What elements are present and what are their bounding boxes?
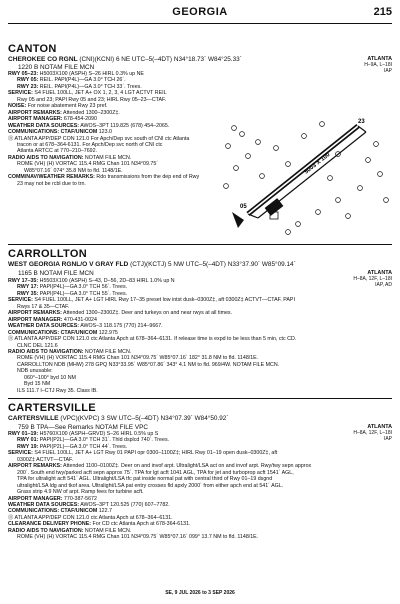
detail-label: WEATHER DATA SOURCES: <box>8 323 80 330</box>
detail-line <box>8 388 296 394</box>
detail-text: W85°07.16´ 074° 35.8 NM to fld. 1148/1E. <box>24 167 123 174</box>
state-title: GEORGIA <box>172 6 228 18</box>
detail-text: Atlanta ARTCC at 770–210–7692. <box>17 148 98 155</box>
center-name: ATLANTA <box>367 270 392 276</box>
detail-text: AWOS–3 118.175 (770) 214–9667. <box>79 323 163 330</box>
page-number: 215 <box>373 6 392 18</box>
detail-label: AIRPORT MANAGER: <box>8 116 63 123</box>
detail-text: REIL. PAPI(P4L)—GA 3.0° TCH 26´. <box>38 77 126 84</box>
detail-text: H5503X100 (ASPH) S–43, D–56, 2D–83 HIRL 1.0% up N <box>38 278 175 284</box>
detail-text: S4 FUEL 100LL, JET A+ LGT HIRL Rwy 17–35 preset low intst dusk–0300Z‡, aft 0300Z‡ ACTVT—CTAF. PAPI <box>32 297 295 304</box>
procedure-types: IAP <box>383 68 392 74</box>
detail-text: 678-454-2090 <box>62 116 97 123</box>
detail-label: COMMUNICATIONS: CTAF/UNICOM <box>8 329 98 336</box>
detail-label: AIRPORT MANAGER: <box>8 316 63 323</box>
detail-text: Byd 15 NM <box>24 381 51 388</box>
chart-codes: H–8A, 12F, L–18I <box>353 430 392 436</box>
detail-label: RWY 23: <box>17 83 39 90</box>
detail-text: Attended 1100–0100Z‡. Deer on and invof arpt. Ultralight/LSA act on and invof arpt. Rwy/twy sepn approx <box>61 463 312 470</box>
detail-text: Rdo transmissions from the dep end of Rwy <box>94 174 200 181</box>
runway-end-23: 23 <box>358 119 365 125</box>
detail-text: 770-387-5672 <box>62 495 97 502</box>
detail-text: CARROLLTON NDB (MHW) 278 GPQ N33°33.95´ W85°07.86´ 343° 4.1 NM to fld. 969/4W. NOTAM FILE MCN. <box>17 361 280 368</box>
detail-text: PAPI(P2L)—GA 3.0° TCH 44´. Trees. <box>38 443 128 450</box>
detail-text: ultralight/LSA ldg and tkof area. Ultralight/LSA pat entry crosses fld apxly 2000´ from either apch end at 541´ AGL. <box>17 482 284 489</box>
detail-label: RWY 17: <box>17 284 39 291</box>
chart-refs-cartersville <box>353 424 392 442</box>
detail-label: RWY 05: <box>17 77 39 84</box>
detail-label: RWY 35: <box>17 290 39 297</box>
detail-label: RADIO AIDS TO NAVIGATION: <box>8 154 84 161</box>
city-cartersville: CARTERSVILLE <box>8 402 96 414</box>
detail-text: 23 may not be rcbl due to trn. <box>17 180 86 187</box>
airport-title-cartersville <box>8 415 392 422</box>
runway-end-05: 05 <box>240 204 247 210</box>
detail-text: Rwy 05 and 23; PAPI Rwy 05 and 23; HIRL Rwy 05–23—CTAF. <box>17 96 167 103</box>
canton-details <box>8 71 199 187</box>
detail-text: NOTAM FILE MCN. <box>83 527 132 534</box>
detail-text: NOTAM FILE MCN. <box>83 154 132 161</box>
airport-diagram-canton <box>218 116 394 240</box>
chart-codes: H–9A, L–18I <box>364 62 392 68</box>
detail-text: 470-431-0024 <box>62 316 97 323</box>
detail-text: ROME (VH) (H) VORTAC 115.4 RMG Chan 101 N34°09.75´ W85°07.16´ 182° 31.8 NM to fld. 1148/1E. <box>17 355 259 362</box>
detail-text: For CD ctc Atlanta Apch at 678-364-6131. <box>91 521 191 528</box>
cartersville-details <box>8 431 311 541</box>
detail-text: Grass strip 4.9 NW of arpt. Ramp fees for turbine acft. <box>17 489 144 496</box>
procedure-types: IAP <box>383 436 392 442</box>
page-footer: SE, 9 JUL 2026 to 3 SEP 2026 <box>165 590 235 596</box>
detail-label: SERVICE: <box>8 297 33 304</box>
detail-text: ROME (VH) (H) VORTAC 115.4 RMG Chan 101 N34°09.75´ W85°07.16´ 099° 13.7 NM to fld. 1148/1E. <box>17 534 259 541</box>
detail-text: 200´. South end twy/parked acft sepn approx 75´. TPA for lgt acft 1041 AGL, TPA for jet and turboprop acft 1541´ AGL, <box>17 469 294 476</box>
detail-label: RADIO AIDS TO NAVIGATION: <box>8 527 84 534</box>
detail-label: SERVICE: <box>8 90 33 97</box>
detail-text: Ⓡ ATLANTA APP/DEP CON 121.0 For Apch/Dep svc south of CNI ctc Atlanta <box>8 135 190 142</box>
detail-text: Rwys 17 & 35—CTAF. <box>17 303 70 310</box>
detail-label: CLEARANCE DELIVERY PHONE: <box>8 521 91 528</box>
detail-text: Attended 1300–2300Z‡. Deer and turkeys on and near rwys at all times. <box>61 310 233 317</box>
center-name: ATLANTA <box>367 424 392 430</box>
detail-text: NDB unusable: <box>17 368 53 375</box>
carrollton-details <box>8 278 296 394</box>
detail-text: tracon or at 678–364-6131. For Apch/Dep svc north of CNI ctc <box>17 141 163 148</box>
runway-dimension-label: 5003 X 100 <box>303 151 332 176</box>
detail-label: AIRPORT MANAGER: <box>8 495 63 502</box>
detail-label: AIRPORT REMARKS: <box>8 310 62 317</box>
detail-text: REIL. PAPI(P4L)—GA 3.0° TCH 33´. Trees. <box>38 83 142 90</box>
detail-text: 123.0 <box>97 129 112 136</box>
detail-text: ILS 111.7 I–CTJ Rwy 35. Class IB. <box>17 387 98 394</box>
tree-markers <box>224 122 389 235</box>
detail-text: H5760X100 (ASPH–GRVD) S–26 HIRL 0.5% up S <box>38 431 159 437</box>
detail-text: H5003X100 (ASPH) S–26 HIRL 0.3% up NE <box>38 71 144 77</box>
chart-codes: H–8A, 12F, L–18I <box>353 276 392 282</box>
airport-name: CARTERSVILLE <box>8 415 59 422</box>
detail-text: 060°–100° byd 10 NM <box>24 374 76 381</box>
detail-text: AWOS–3PT 120.525 (770) 607–7782. <box>79 501 170 508</box>
detail-text: CLNC DEL 121.6 <box>17 342 58 349</box>
detail-label: AIRPORT REMARKS: <box>8 463 62 470</box>
page-header <box>8 6 392 22</box>
detail-text: PAPI(P4L)—GA 3.0° TCH 55´. Trees. <box>38 290 128 297</box>
city-canton: CANTON <box>8 43 57 55</box>
detail-label: COMMUNICATIONS: CTAF/UNICOM <box>8 508 98 515</box>
detail-text: ROME (VH) (H) VORTAC 115.4 RMG Chan 101 N34°09.75´ <box>17 161 159 168</box>
detail-label: NOISE: <box>8 103 27 110</box>
detail-line <box>8 534 311 540</box>
detail-label: WEATHER DATA SOURCES: <box>8 501 80 508</box>
detail-text: 122.7 <box>97 508 112 515</box>
detail-text: For noise abatement Rwy 23 pref. <box>26 103 108 110</box>
airport-title-rest: (CTJ)(KCTJ) 5 NW UTC–5(–4DT) N33°37.90´ W85°09.14´ <box>128 261 296 268</box>
detail-line <box>8 181 199 187</box>
detail-text: Ⓡ ATLANTA APP/DEP CON 121.0 ctc Atlanta Apch at 678–364–6131. If release time is expd to be less than 5 min, ctc CD. <box>8 336 297 343</box>
detail-text: S4 FUEL 100LL, JET A+ LGT Rwy 01 PAPI opr 0300–1100Z‡; HIRL Rwy 01–19 open dusk–0300Z‡, aft <box>32 450 278 457</box>
airport-name: CHEROKEE CO RGNL <box>8 56 78 63</box>
airport-name: WEST GEORGIA RGNL/O V GRAY FLD <box>8 261 129 268</box>
section-rule-1 <box>8 244 392 245</box>
detail-label: RWY 17–35: <box>8 278 39 284</box>
detail-text: NOTAM FILE MCN. <box>83 348 132 355</box>
detail-label: RWY 05–23: <box>8 71 39 77</box>
detail-text: 122.975 <box>97 329 118 336</box>
runway-graphic <box>232 126 366 228</box>
airport-title-canton <box>8 56 392 63</box>
detail-text: Attended 1300–2300Z‡. <box>61 109 120 116</box>
detail-text: Ⓡ ATLANTA APP/DEP CON 121.0 ctc Atlanta Apch at 678–364–6131. <box>8 514 173 521</box>
airport-title-carrollton <box>8 261 392 268</box>
header-rule <box>8 23 392 24</box>
chart-refs-canton <box>364 56 392 74</box>
airport-title-rest: (VPC)(KVPC) 3 SW UTC–5(–4DT) N34°07.39´ W84°50.92´ <box>58 415 229 422</box>
detail-text: AWOS–3PT 119.825 (678) 454–2065. <box>79 122 170 129</box>
detail-label: WEATHER DATA SOURCES: <box>8 122 80 129</box>
detail-label: RADIO AIDS TO NAVIGATION: <box>8 348 84 355</box>
airport-line2-carrollton: 1165 B NOTAM FILE MCN <box>18 270 94 277</box>
airport-line2-canton: 1220 B NOTAM FILE MCN <box>18 64 95 71</box>
detail-text: 0300Z‡ ACTVT—CTAF. <box>17 456 74 463</box>
detail-label: RWY 01–19: <box>8 431 39 437</box>
detail-label: RWY 19: <box>17 443 39 450</box>
detail-label: SERVICE: <box>8 450 33 457</box>
detail-label: RWY 01: <box>17 437 39 444</box>
airport-title-rest: (CNI)(KCNI) 6 NE UTC–5(–4DT) N34°18.73´ W84°25.33´ <box>77 56 242 63</box>
detail-text: PAPI(P4L)—GA 3.0° TCH 56´. Trees. <box>38 284 128 291</box>
detail-label: COMM/NAV/WEATHER REMARKS: <box>8 174 95 181</box>
detail-label: COMMUNICATIONS: CTAF/UNICOM <box>8 129 98 136</box>
city-carrollton: CARROLLTON <box>8 248 87 260</box>
chart-refs-carrollton <box>353 270 392 288</box>
center-name: ATLANTA <box>367 56 392 62</box>
detail-text: TPA for ultralight acft 541´ AGL. Ultralight/LSA tfc pat inside normal pat with central third of Rwy 01–19 dsgnd <box>17 476 273 483</box>
procedure-types: IAP, AD <box>375 282 392 288</box>
section-rule-2 <box>8 398 392 399</box>
airport-line2-cartersville: 759 B TPA—See Remarks NOTAM FILE VPC <box>18 424 148 431</box>
detail-text: S4 FUEL 100LL, JET A+ OX 1, 2, 3, 4 LGT ACTVT REIL <box>32 90 167 97</box>
detail-text: PAPI(P2L)—GA 3.0° TCH 31´. Thld dsplcd 740´. Trees. <box>38 437 170 444</box>
detail-label: AIRPORT REMARKS: <box>8 109 62 116</box>
